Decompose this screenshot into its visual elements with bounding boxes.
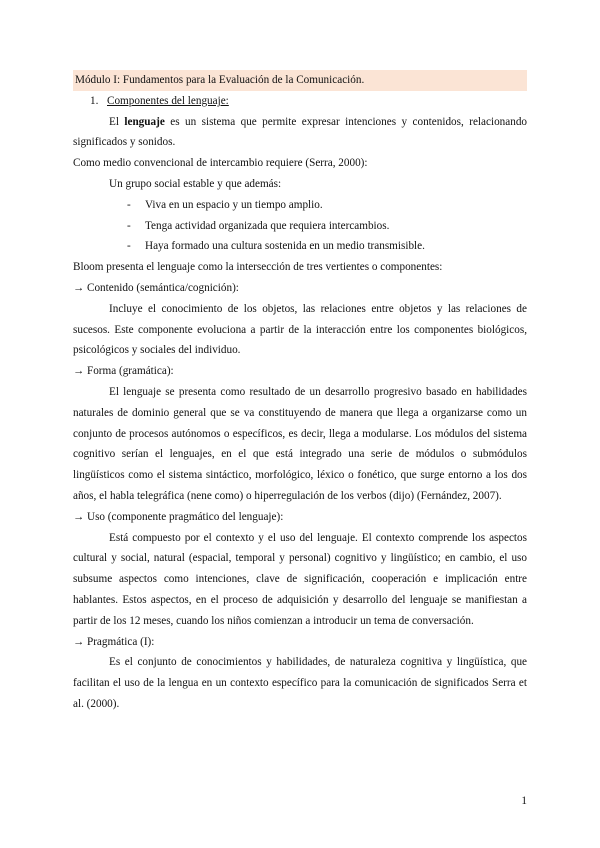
definition-paragraph xyxy=(73,112,527,154)
bullet-item xyxy=(73,216,527,237)
pragmatica-title: → Pragmática (I): xyxy=(73,635,155,648)
uso-title: → Uso (componente pragmático del lenguaje): xyxy=(73,510,284,523)
bullet-text: Haya formado una cultura sostenida en un medio transmisible. xyxy=(145,240,425,253)
section-1-number: 1. xyxy=(90,94,99,107)
contenido-title: → Contenido (semántica/cognición): xyxy=(73,281,239,294)
bullet-dash: - xyxy=(127,219,131,232)
bullet-dash: - xyxy=(127,198,131,211)
bloom-paragraph: Bloom presenta el lenguaje como la intersección de tres vertientes o componentes: xyxy=(73,261,443,274)
bullet-item xyxy=(73,195,527,216)
definition-rest: es un sistema que permite expresar intenciones y contenidos, relacionando significados y sonidos. xyxy=(73,115,528,149)
grupo-paragraph: Un grupo social estable y que además: xyxy=(109,177,282,190)
uso-text: Está compuesto por el contexto y el uso del lenguaje. El contexto comprende los aspectos cultural y social, natural (espacial, temporal y personal) cognitivo y lingüístico; en cambio, el uso subsume aspectos como intenciones, clave de significación, cooperación e implicación entre hablantes. Estos aspectos, en el proceso de adquisición y desarrollo del lenguaje se manifiestan a partir de los 12 meses, cuando los niños comienzan a introducir un tema de conversación. xyxy=(73,531,527,627)
section-1-item xyxy=(73,91,527,112)
definition-term: lenguaje xyxy=(124,115,165,128)
page-number: 1 xyxy=(521,795,527,807)
section-1-title: Componentes del lenguaje: xyxy=(107,94,229,107)
bullet-text: Viva en un espacio y un tiempo amplio. xyxy=(145,198,323,211)
bullet-dash: - xyxy=(127,240,131,253)
definition-pre: El xyxy=(109,115,125,128)
medio-paragraph: Como medio convencional de intercambio requiere (Serra, 2000): xyxy=(73,157,368,170)
forma-text: El lenguaje se presenta como resultado de un desarrollo progresivo basado en habilidades naturales de dominio general que se va constituyendo de manera que llega a organizarse como un conjunto de procesos autónomos o específicos, es decir, llega a modularse. Los módulos del sistema cognitivo serían el lenguajes, en el que está integrado una serie de módulos o submódulos lingüísticos como el sistema sintáctico, morfológico, léxico o fonético, que surge entorno a los dos años, el habla telegráfica (nene como) o hiperregulación de los verbos (dijo) (Fernández, 2007). xyxy=(73,385,527,502)
module-heading: Módulo I: Fundamentos para la Evaluación de la Comunicación. xyxy=(73,70,527,91)
contenido-text: Incluye el conocimiento de los objetos, las relaciones entre objetos y las relaciones de sucesos. Este componente evoluciona a partir de la interacción entre los componentes biológicos, psicológicos y sociales del individuo. xyxy=(73,302,527,357)
pragmatica-text: Es el conjunto de conocimientos y habilidades, de naturaleza cognitiva y lingüística, que facilitan el uso de la lengua en un contexto específico para la comunicación de significados Serra et al. (2000). xyxy=(73,656,527,710)
page-content xyxy=(73,70,527,715)
forma-title: → Forma (gramática): xyxy=(73,365,174,378)
bullet-text: Tenga actividad organizada que requiera intercambios. xyxy=(145,219,390,232)
bullet-item xyxy=(73,236,527,257)
